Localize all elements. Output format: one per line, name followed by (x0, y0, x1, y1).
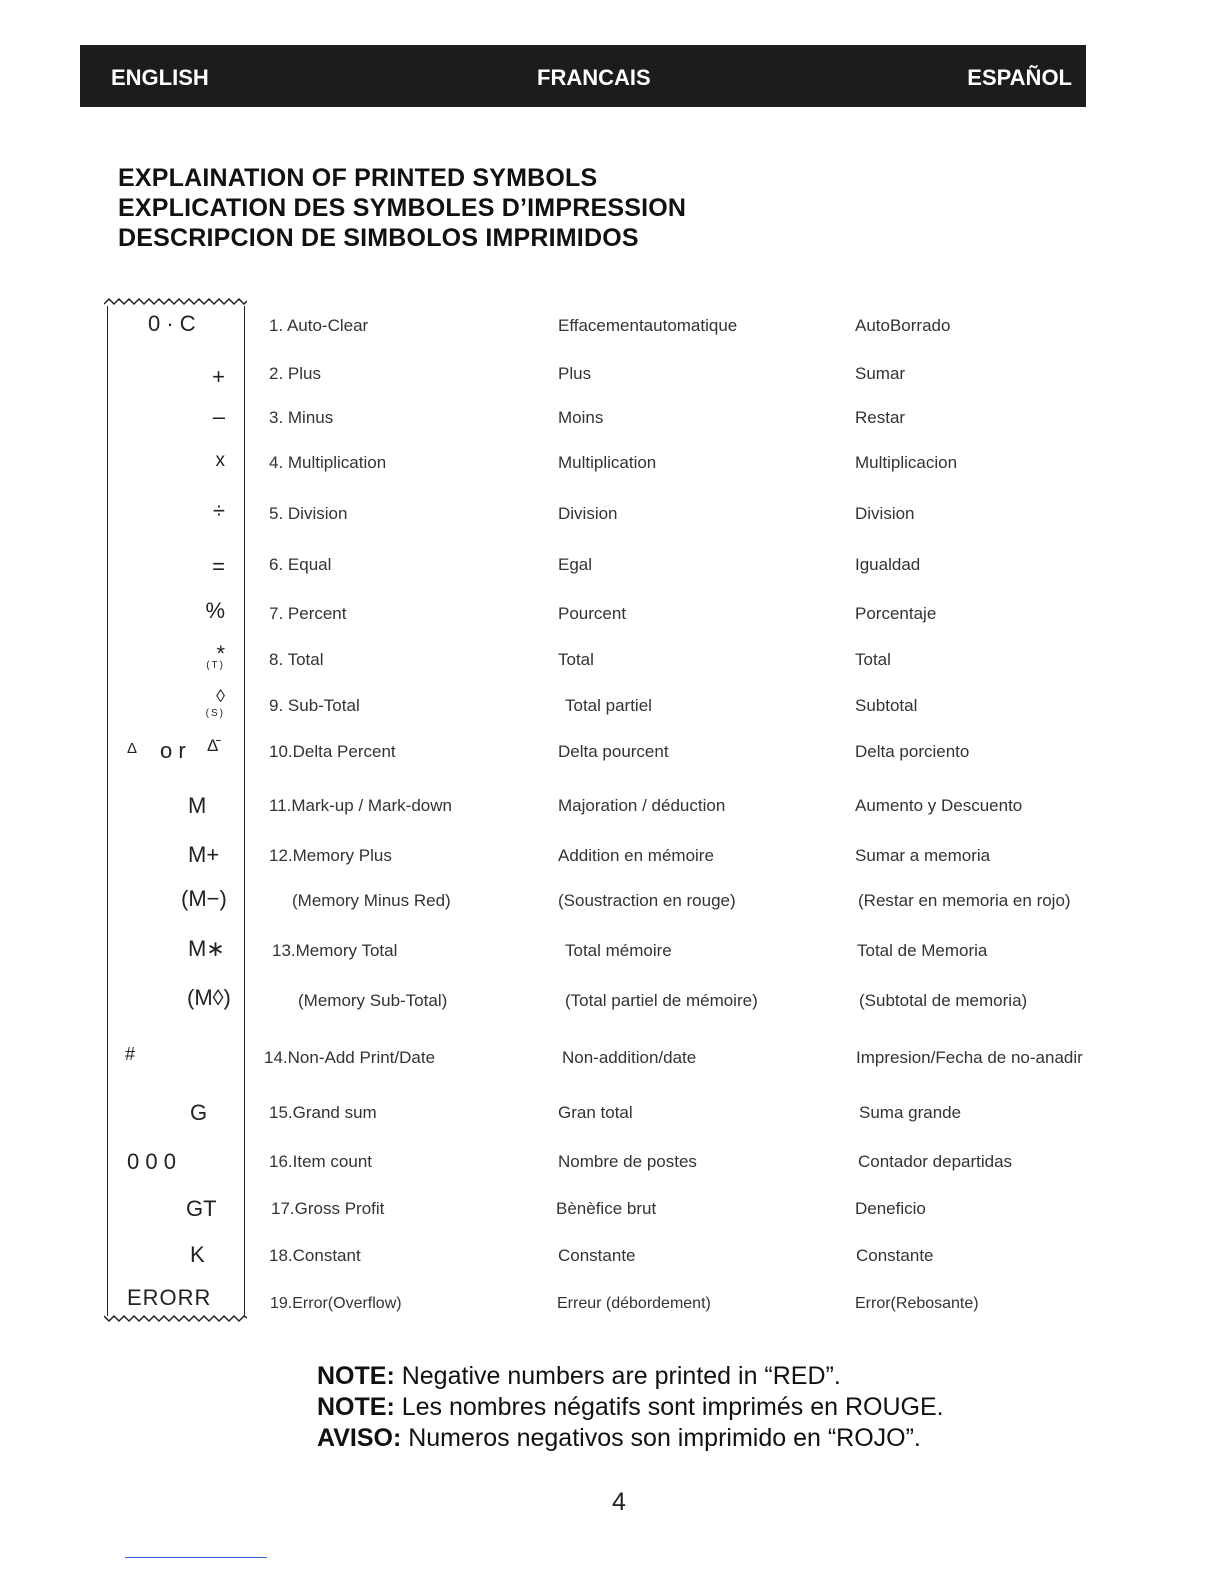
symbol-gross-profit: GT (186, 1196, 217, 1221)
row-english: 17.Gross Profit (271, 1199, 385, 1218)
symbol-total: * (216, 641, 225, 666)
symbol-memory-plus: M+ (188, 842, 220, 867)
row-english: 3. Minus (269, 408, 334, 427)
row-english: 14.Non-Add Print/Date (264, 1048, 436, 1067)
row-english: (Memory Minus Red) (292, 891, 451, 910)
row-spanish: (Subtotal de memoria) (859, 991, 1028, 1010)
symbol-delta: Δ (127, 740, 138, 757)
row-english: 13.Memory Total (272, 941, 398, 960)
symbol-subtotal: ◊ (216, 686, 225, 706)
symbol-item-count: 0 0 0 (127, 1149, 176, 1174)
row-french: Majoration / déduction (558, 796, 726, 815)
row-spanish: Division (855, 504, 915, 523)
row-spanish: Sumar (855, 364, 906, 383)
row-english: 2. Plus (269, 364, 321, 383)
symbol-non-add: # (125, 1044, 136, 1064)
symbol-constant: K (190, 1242, 205, 1267)
row-french: Moins (558, 408, 604, 427)
symbol-divide: ÷ (212, 498, 225, 523)
note-text: Les nombres négatifs sont imprimés en ROUGE. (394, 1393, 944, 1421)
row-spanish: AutoBorrado (855, 316, 951, 335)
symbol-subtotal-label: (S) (205, 708, 225, 719)
heading-spanish: DESCRIPCION DE SIMBOLOS IMPRIMIDOS (118, 224, 639, 252)
symbol-delta-or: o r (160, 738, 186, 763)
row-english: 11.Mark-up / Mark-down (269, 796, 452, 815)
symbol-memory-total: M∗ (188, 936, 225, 961)
row-spanish: Impresion/Fecha de no-anadir (856, 1048, 1083, 1067)
symbol-equal: = (212, 554, 225, 579)
note-english (317, 1362, 841, 1391)
row-french: (Soustraction en rouge) (558, 891, 736, 910)
symbol-delta-bar: Δ̄ (207, 736, 219, 755)
row-french: Non-addition/date (562, 1048, 697, 1067)
row-french: Plus (558, 364, 592, 383)
row-french: Total partiel (565, 696, 652, 715)
symbol-error: ERORR (127, 1285, 212, 1310)
row-english: 6. Equal (269, 555, 332, 574)
symbol-memory-minus: (M−) (181, 886, 227, 911)
symbol-total-label: (T) (206, 660, 225, 671)
symbol-memory-subtotal: (M◊) (187, 985, 231, 1010)
footer-rule (125, 1557, 267, 1558)
row-spanish: Suma grande (859, 1103, 962, 1122)
row-french: Total mémoire (565, 941, 672, 960)
row-french: Multiplication (558, 453, 657, 472)
row-spanish: Deneficio (855, 1199, 926, 1218)
row-spanish: Restar (855, 408, 906, 427)
row-french: Erreur (débordement) (557, 1295, 711, 1312)
note-label: NOTE: (317, 1362, 395, 1390)
row-french: Bènèfice brut (556, 1199, 657, 1218)
row-french: Effacementautomatique (558, 316, 738, 335)
language-french: FRANCAIS (537, 65, 651, 90)
note-text: Negative numbers are printed in “RED”. (394, 1362, 841, 1390)
note-label: AVISO: (317, 1424, 402, 1452)
row-spanish: Sumar a memoria (855, 846, 991, 865)
row-english: 19.Error(Overflow) (270, 1295, 402, 1312)
row-french: Constante (558, 1246, 636, 1265)
row-spanish: Error(Rebosante) (855, 1295, 979, 1312)
row-spanish: Igualdad (855, 555, 921, 574)
row-english: 7. Percent (269, 604, 347, 623)
row-english: 12.Memory Plus (269, 846, 392, 865)
language-english: ENGLISH (111, 65, 209, 90)
tape-tear-bottom-icon (104, 1312, 247, 1324)
row-french: Pourcent (558, 604, 627, 623)
note-label: NOTE: (317, 1393, 395, 1421)
row-english: 1. Auto-Clear (269, 316, 369, 335)
row-english: (Memory Sub-Total) (298, 991, 448, 1010)
symbol-multiply: x (215, 450, 225, 471)
row-spanish: Porcentaje (855, 604, 937, 623)
row-french: Delta pourcent (558, 742, 669, 761)
row-english: 10.Delta Percent (269, 742, 396, 761)
symbol-markup: M (188, 793, 207, 818)
row-english: 15.Grand sum (269, 1103, 377, 1122)
row-spanish: (Restar en memoria en rojo) (858, 891, 1071, 910)
row-english: 8. Total (269, 650, 324, 669)
note-french (317, 1393, 944, 1422)
row-spanish: Total (855, 650, 891, 669)
row-spanish: Contador departidas (858, 1152, 1013, 1171)
symbol-auto-clear: 0 · C (148, 311, 196, 336)
language-header-bar (80, 45, 1086, 107)
row-english: 18.Constant (269, 1246, 361, 1265)
row-spanish: Constante (856, 1246, 934, 1265)
row-english: 5. Division (269, 504, 348, 523)
row-french: Gran total (558, 1103, 633, 1122)
row-french: Egal (558, 555, 593, 574)
page-number: 4 (612, 1488, 626, 1516)
row-spanish: Multiplicacion (855, 453, 958, 472)
row-english: 16.Item count (269, 1152, 373, 1171)
row-spanish: Subtotal (855, 696, 918, 715)
heading-french: EXPLICATION DES SYMBOLES D’IMPRESSION (118, 194, 687, 222)
row-french: Nombre de postes (558, 1152, 697, 1171)
symbol-minus: – (212, 404, 225, 429)
row-spanish: Delta porciento (855, 742, 970, 761)
heading-english: EXPLAINATION OF PRINTED SYMBOLS (118, 164, 598, 192)
row-french: (Total partiel de mémoire) (565, 991, 758, 1010)
row-french: Total (558, 650, 594, 669)
row-spanish: Aumento y Descuento (855, 796, 1023, 815)
note-spanish (317, 1424, 921, 1453)
row-spanish: Total de Memoria (857, 941, 988, 960)
symbol-grand-sum: G (190, 1100, 208, 1125)
language-spanish: ESPAÑOL (967, 65, 1072, 90)
row-french: Division (558, 504, 618, 523)
row-english: 9. Sub-Total (269, 696, 360, 715)
row-english: 4. Multiplication (269, 453, 387, 472)
row-french: Addition en mémoire (558, 846, 714, 865)
note-text: Numeros negativos son imprimido en “ROJO”. (401, 1424, 921, 1452)
symbol-percent: % (205, 598, 225, 623)
symbol-plus: + (212, 364, 225, 389)
